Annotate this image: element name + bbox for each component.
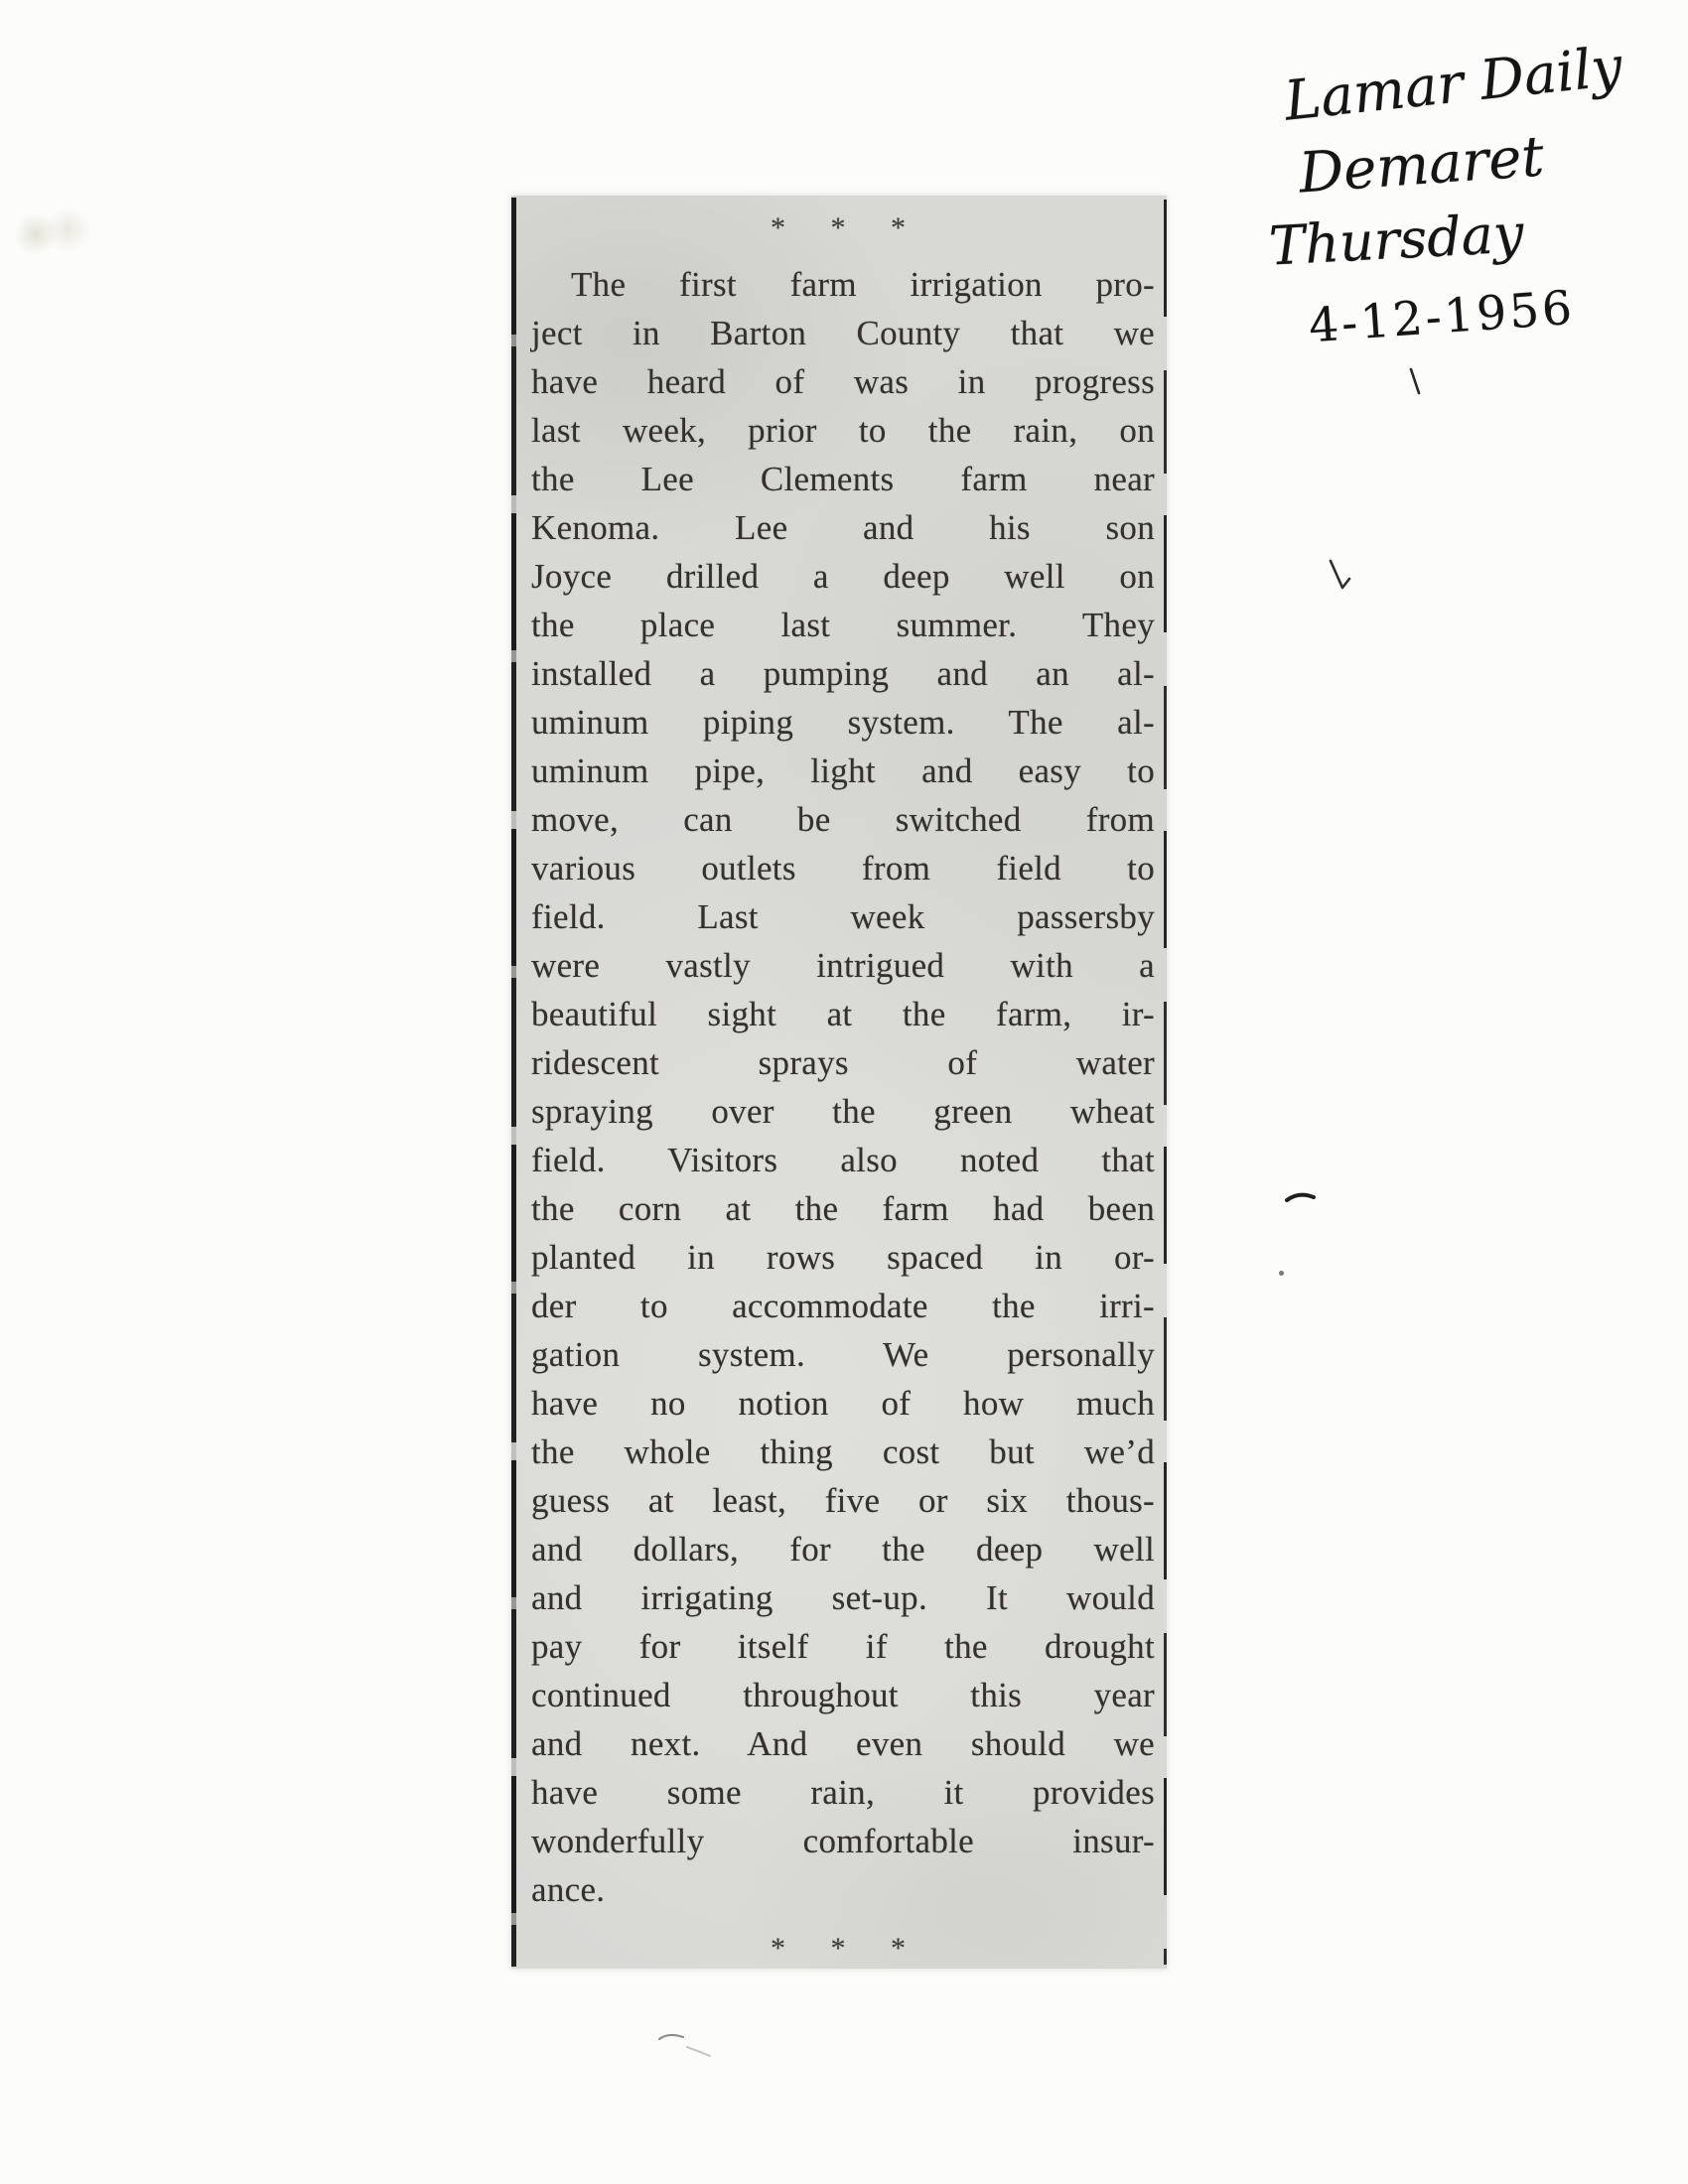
article-line: spraying over the green wheat: [531, 1092, 1155, 1131]
pencil-squiggle-mark: [653, 2025, 717, 2066]
article-line: guess at least, five or six thous-: [531, 1481, 1155, 1520]
handwritten-weekday: Thursday: [1267, 202, 1525, 278]
article-line: and next. And even should we: [531, 1724, 1155, 1763]
article-line: uminum piping system. The al-: [531, 703, 1155, 742]
pencil-tick-mark: [1408, 367, 1422, 402]
newspaper-clipping: [511, 196, 1167, 1969]
article-line: the whole thing cost but we’d: [531, 1433, 1155, 1471]
article-line: Kenoma. Lee and his son: [531, 508, 1155, 547]
article-line: beautiful sight at the farm, ir-: [531, 995, 1155, 1033]
article-line: continued throughout this year: [531, 1676, 1155, 1714]
article-line: der to accommodate the irri-: [531, 1287, 1155, 1325]
article-line: move, can be switched from: [531, 800, 1155, 839]
article-line: the corn at the farm had been: [531, 1189, 1155, 1228]
article-line: installed a pumping and an al-: [531, 654, 1155, 693]
article-line: have heard of was in progress: [531, 362, 1155, 401]
article-line: various outlets from field to: [531, 849, 1155, 887]
article-line: uminum pipe, light and easy to: [531, 751, 1155, 790]
article-line: field. Visitors also noted that: [531, 1141, 1155, 1179]
article-line: The first farm irrigation pro-: [571, 265, 1155, 304]
article-line: pay for itself if the drought: [531, 1627, 1155, 1666]
article-lines: [511, 244, 1167, 1914]
article-line: gation system. We personally: [531, 1335, 1155, 1374]
pencil-dash-mark: [1285, 1189, 1317, 1210]
handwritten-publication-name: Lamar Daily: [1281, 34, 1625, 133]
article-line: planted in rows spaced in or-: [531, 1238, 1155, 1277]
asterisk-separator-bottom: * * *: [771, 1932, 908, 1965]
article-line: and dollars, for the deep well: [531, 1530, 1155, 1569]
article-line: Joyce drilled a deep well on: [531, 557, 1155, 596]
pencil-dot-mark: [1279, 1271, 1284, 1276]
article-line: wonderfully comfortable insur-: [531, 1822, 1155, 1860]
article-line: ject in Barton County that we: [531, 314, 1155, 352]
handwritten-date: 4-12-1956: [1307, 280, 1577, 354]
article-line: have some rain, it provides: [531, 1773, 1155, 1812]
article-line: the Lee Clements farm near: [531, 460, 1155, 498]
paper-smudge: [2, 199, 121, 270]
article-line: were vastly intrigued with a: [531, 946, 1155, 985]
article-line: ridescent sprays of water: [531, 1043, 1155, 1082]
pencil-check-mark: [1327, 558, 1354, 599]
article-line: last week, prior to the rain, on: [531, 411, 1155, 450]
article-line: the place last summer. They: [531, 606, 1155, 644]
article-line: and irrigating set-up. It would: [531, 1578, 1155, 1617]
article-line: field. Last week passersby: [531, 897, 1155, 936]
article-line: have no notion of how much: [531, 1384, 1155, 1423]
article-line: ance.: [531, 1870, 606, 1909]
handwritten-publication-name-2: Demaret: [1297, 124, 1546, 206]
asterisk-separator-top: * * *: [771, 211, 908, 244]
